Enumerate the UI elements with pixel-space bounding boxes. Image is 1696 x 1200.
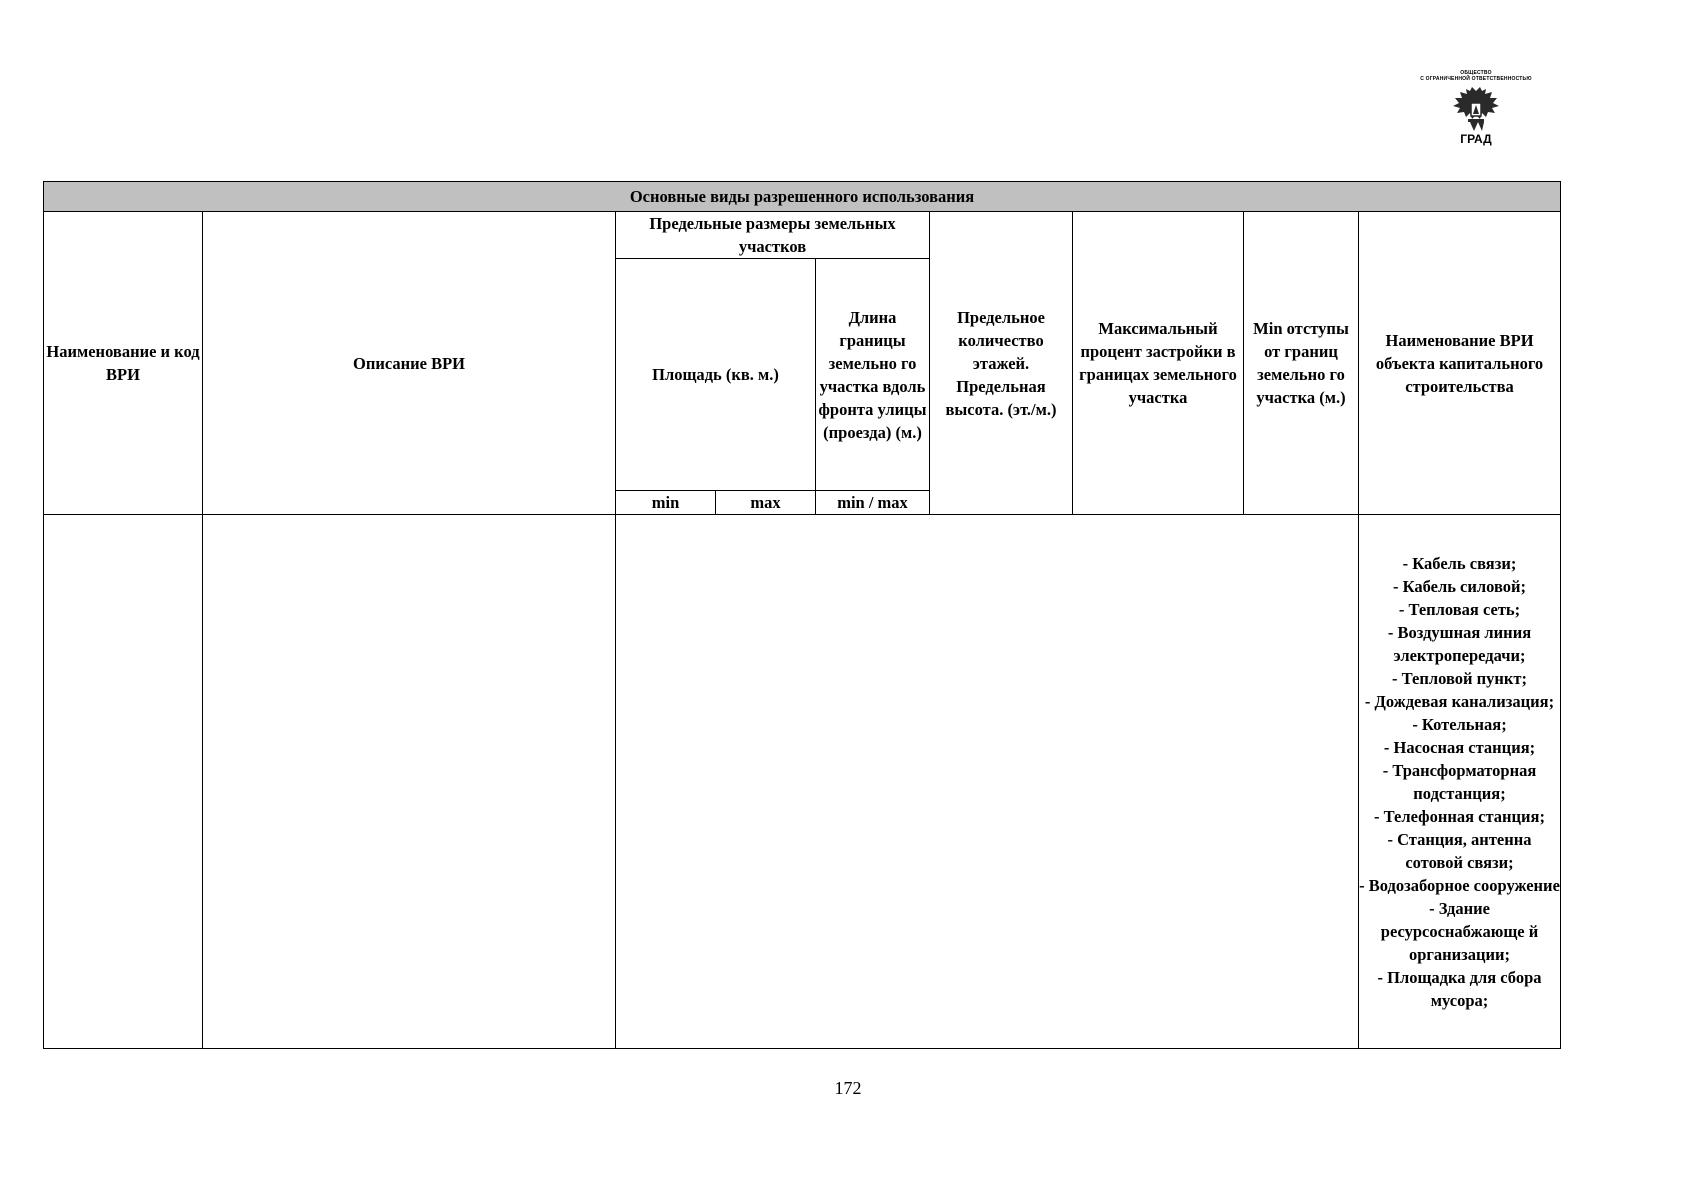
double-headed-eagle-icon	[1450, 83, 1502, 133]
cell-object-list	[1359, 515, 1561, 1049]
list-item: - Дождевая канализация;	[1364, 691, 1555, 711]
header-setback: Min отступы от границ земельно го участка (м.)	[1244, 212, 1359, 515]
header-name-code: Наименование и код ВРИ	[44, 212, 203, 515]
list-item: - Насосная станция;	[1383, 737, 1536, 757]
list-item: - Кабель силовой;	[1392, 576, 1527, 596]
logo-line-2: С ОГРАНИЧЕННОЙ ОТВЕТСТВЕННОСТЬЮ	[1420, 76, 1532, 82]
header-frontage-minmax: min / max	[816, 491, 930, 515]
page-number: 172	[834, 1078, 862, 1098]
list-item: - Воздушная линия электропередачи;	[1387, 622, 1532, 665]
header-floors: Предельное количество этажей. Предельная высота. (эт./м.)	[930, 212, 1073, 515]
header-frontage: Длина границы земельно го участка вдоль фронта улицы (проезда) (м.)	[816, 259, 930, 491]
list-item: - Водозаборное сооружение	[1359, 875, 1560, 895]
list-item: - Здание ресурсоснабжающе й организации;	[1380, 898, 1539, 964]
list-item: - Станция, антенна сотовой связи;	[1387, 829, 1532, 872]
company-logo	[1396, 70, 1556, 152]
header-area-max: max	[716, 491, 816, 515]
list-item: - Котельная;	[1412, 714, 1507, 734]
cell-description	[203, 515, 616, 1049]
header-object-name: Наименование ВРИ объекта капитального строительства	[1359, 212, 1561, 515]
header-description: Описание ВРИ	[203, 212, 616, 515]
permitted-use-table	[43, 181, 1561, 1049]
list-item: - Трансформаторная подстанция;	[1382, 760, 1537, 803]
table-title: Основные виды разрешенного использования	[44, 182, 1561, 212]
header-coverage: Максимальный процент застройки в границах земельного участка	[1073, 212, 1244, 515]
header-area: Площадь (кв. м.)	[616, 259, 816, 491]
cell-name-code	[44, 515, 203, 1049]
list-item: - Телефонная станция;	[1374, 806, 1545, 826]
list-item: - Тепловая сеть;	[1398, 599, 1521, 619]
list-item: - Кабель связи;	[1402, 553, 1517, 573]
logo-company-name: ГРАД	[1460, 132, 1492, 146]
list-item: - Площадка для сбора мусора;	[1377, 967, 1542, 1010]
logo-line-1: ОБЩЕСТВО	[1460, 70, 1492, 76]
header-limits-group: Предельные размеры земельных участков	[616, 212, 930, 259]
header-area-min: min	[616, 491, 716, 515]
list-item: - Тепловой пункт;	[1392, 668, 1527, 688]
cell-parameters	[616, 515, 1359, 1049]
